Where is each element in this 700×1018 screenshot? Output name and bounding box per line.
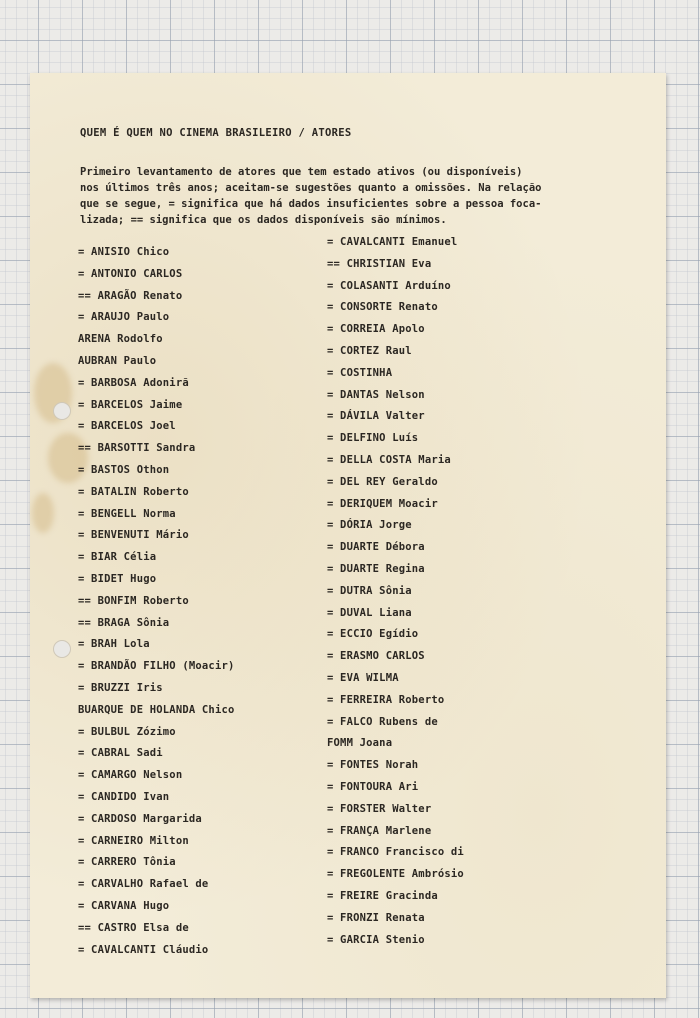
actor-entry: = BARCELOS Joel bbox=[78, 420, 176, 433]
actor-entry: = FONTOURA Ari bbox=[327, 780, 419, 793]
intro-line: que se segue, = significa que há dados insuficientes sobre a pessoa foca- bbox=[80, 198, 542, 210]
actor-entry: = BASTOS Othon bbox=[78, 463, 170, 476]
actor-entry: = DÓRIA Jorge bbox=[327, 519, 412, 532]
actor-entry: = DUTRA Sônia bbox=[327, 584, 412, 597]
actor-entry: = DUARTE Débora bbox=[327, 541, 425, 554]
actor-entry: = ECCIO Egídio bbox=[327, 628, 419, 641]
actor-entry: = BIAR Célia bbox=[78, 551, 157, 564]
actor-entry: = GARCIA Stenio bbox=[327, 933, 425, 946]
actor-entry: = ANTONIO CARLOS bbox=[78, 267, 183, 280]
punch-hole-bottom bbox=[53, 640, 71, 658]
actor-entry: = FREGOLENTE Ambrósio bbox=[327, 868, 464, 881]
actor-entry: = COLASANTI Arduíno bbox=[327, 279, 451, 292]
actor-entry: = BIDET Hugo bbox=[78, 572, 157, 585]
actor-entry: = FREIRE Gracinda bbox=[327, 889, 438, 902]
actor-entry: = BARBOSA Adonirã bbox=[78, 376, 189, 389]
actor-entry: = BENGELL Norma bbox=[78, 507, 176, 520]
punch-hole-top bbox=[53, 402, 71, 420]
actor-entry: = FORSTER Walter bbox=[327, 802, 432, 815]
actor-entry: == ARAGÃO Renato bbox=[78, 289, 183, 302]
actor-entry: = ARAUJO Paulo bbox=[78, 311, 170, 324]
actor-entry: BUARQUE DE HOLANDA Chico bbox=[78, 703, 235, 716]
actor-entry: = FERREIRA Roberto bbox=[327, 693, 445, 706]
actor-entry: = DELLA COSTA Maria bbox=[327, 453, 451, 466]
actor-entry: == CASTRO Elsa de bbox=[78, 921, 189, 934]
intro-line: Primeiro levantamento de atores que tem estado ativos (ou disponíveis) bbox=[80, 166, 523, 178]
actor-entry: = DUVAL Liana bbox=[327, 606, 412, 619]
actor-entry: = CARDOSO Margarida bbox=[78, 812, 202, 825]
actor-entry: = FRANCO Francisco di bbox=[327, 846, 464, 859]
actor-entry: = COSTINHA bbox=[327, 366, 393, 379]
actor-entry: = FALCO Rubens de bbox=[327, 715, 438, 728]
actor-entry: = CARRERO Tônia bbox=[78, 856, 176, 869]
actor-entry: = BRAH Lola bbox=[78, 638, 150, 651]
actor-entry: = BATALIN Roberto bbox=[78, 485, 189, 498]
actor-entry: FOMM Joana bbox=[327, 737, 393, 750]
actor-entry: = DERIQUEM Moacir bbox=[327, 497, 438, 510]
actor-entry: == BARSOTTI Sandra bbox=[78, 442, 196, 455]
actor-entry: = FRONZI Renata bbox=[327, 911, 425, 924]
actor-entry: = CARVANA Hugo bbox=[78, 899, 170, 912]
actor-entry: == CHRISTIAN Eva bbox=[327, 257, 432, 270]
actor-entry: = BRANDÃO FILHO (Moacir) bbox=[78, 660, 235, 673]
actor-entry: = ANISIO Chico bbox=[78, 246, 170, 258]
actor-entry: = CONSORTE Renato bbox=[327, 301, 438, 314]
actor-entry: = CAVALCANTI Cláudio bbox=[78, 943, 209, 956]
actor-entry: AUBRAN Paulo bbox=[78, 354, 157, 367]
actor-entry: ARENA Rodolfo bbox=[78, 333, 163, 346]
actor-entry: = CANDIDO Ivan bbox=[78, 790, 170, 803]
intro-line: lizada; == significa que os dados disponíveis são mínimos. bbox=[80, 214, 447, 226]
paper-stain bbox=[32, 493, 54, 533]
actor-entry: = DEL REY Geraldo bbox=[327, 475, 438, 488]
actor-entry: = DANTAS Nelson bbox=[327, 388, 425, 401]
actor-entry: = CAVALCANTI Emanuel bbox=[327, 236, 458, 248]
actor-entry: = DELFINO Luís bbox=[327, 432, 419, 445]
actor-entry: = DUARTE Regina bbox=[327, 562, 425, 575]
actor-entry: = BRUZZI Iris bbox=[78, 681, 163, 694]
actor-list-left bbox=[78, 246, 235, 965]
actor-entry: = ERASMO CARLOS bbox=[327, 650, 425, 663]
actor-list-right bbox=[327, 236, 464, 955]
actor-entry: = FONTES Norah bbox=[327, 759, 419, 772]
actor-entry: = CAMARGO Nelson bbox=[78, 769, 183, 782]
actor-entry: = BULBUL Zózimo bbox=[78, 725, 176, 738]
document-heading: QUEM É QUEM NO CINEMA BRASILEIRO / ATORES bbox=[80, 127, 352, 139]
actor-entry: = BENVENUTI Mário bbox=[78, 529, 189, 542]
typewritten-page bbox=[30, 73, 666, 998]
actor-entry: = CORREIA Apolo bbox=[327, 323, 425, 336]
actor-entry: = BARCELOS Jaime bbox=[78, 398, 183, 411]
actor-entry: = EVA WILMA bbox=[327, 671, 399, 684]
actor-entry: = CABRAL Sadi bbox=[78, 747, 163, 760]
intro-paragraph bbox=[80, 164, 650, 228]
actor-entry: = DÁVILA Valter bbox=[327, 410, 425, 423]
actor-entry: == BONFIM Roberto bbox=[78, 594, 189, 607]
actor-entry: = CARNEIRO Milton bbox=[78, 834, 189, 847]
actor-entry: = CORTEZ Raul bbox=[327, 344, 412, 357]
intro-line: nos últimos três anos; aceitam-se sugestões quanto a omissões. Na relação bbox=[80, 182, 542, 194]
actor-entry: = CARVALHO Rafael de bbox=[78, 878, 209, 891]
actor-entry: == BRAGA Sônia bbox=[78, 616, 170, 629]
actor-entry: = FRANÇA Marlene bbox=[327, 824, 432, 837]
